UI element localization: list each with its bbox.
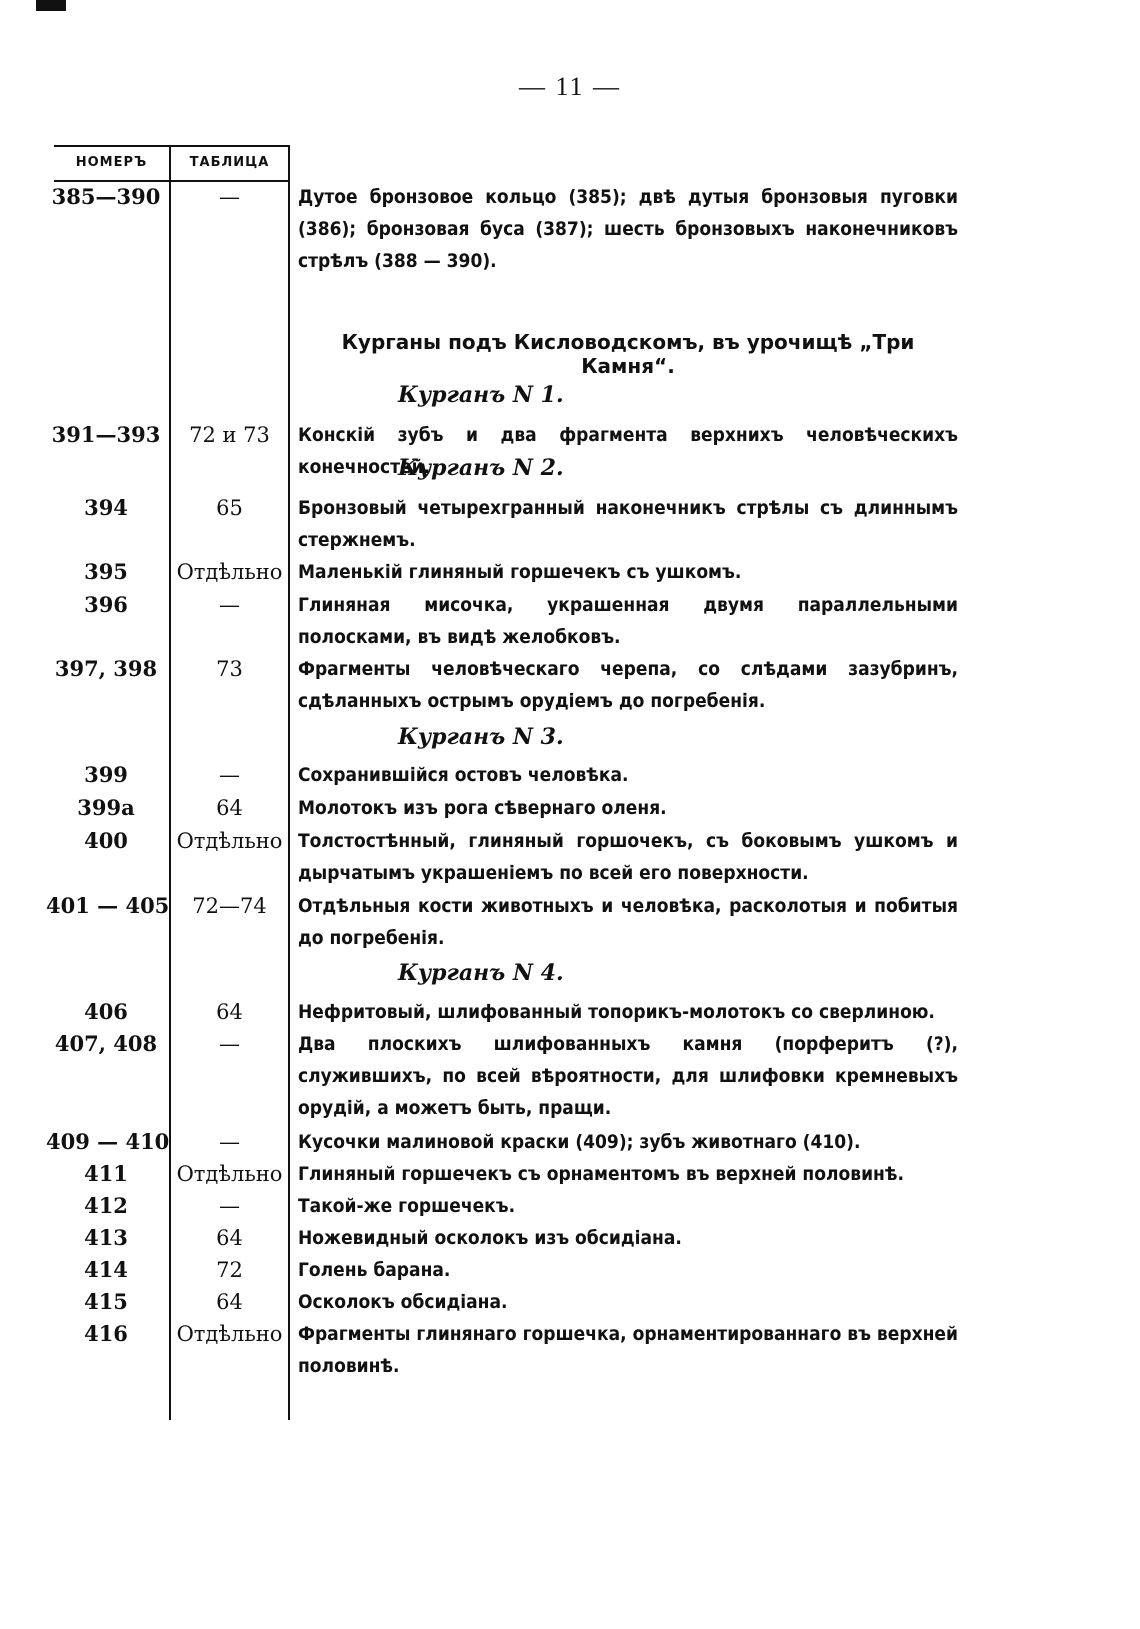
row-table: 64 bbox=[216, 1226, 243, 1250]
row-table: 64 bbox=[216, 1000, 243, 1024]
row-table: — bbox=[219, 763, 240, 787]
row-number: 401 — 405 bbox=[46, 893, 170, 918]
column-header-table: ТАБЛИЦА bbox=[189, 155, 270, 170]
row-table: 72 bbox=[216, 1258, 243, 1282]
row-table: — bbox=[219, 1194, 240, 1218]
row-description: Конскій зубъ и два фрагмента верхнихъ человѣческихъ конечностей. bbox=[298, 424, 958, 478]
kurgan-heading-text: Курганъ N 1. bbox=[398, 382, 564, 408]
row-description: Фрагменты человѣческаго черепа, со слѣдами зазубринъ, сдѣланныхъ острымъ орудіемъ до погребенія. bbox=[298, 658, 958, 712]
row-table: 72—74 bbox=[192, 894, 267, 918]
row-number: 399a bbox=[77, 795, 135, 820]
row-description: Такой-же горшечекъ. bbox=[298, 1195, 516, 1217]
row-table: 64 bbox=[216, 796, 243, 820]
row-number: 395 bbox=[84, 559, 128, 584]
row-table: — bbox=[219, 1130, 240, 1154]
row-description: Молотокъ изъ рога сѣвернаго оленя. bbox=[298, 797, 667, 819]
row-description: Отдѣльныя кости животныхъ и человѣка, расколотыя и побитыя до погребенія. bbox=[298, 895, 958, 949]
row-table: 65 bbox=[216, 496, 243, 520]
kurgan-heading bbox=[298, 382, 958, 408]
row-table: Отдѣльно bbox=[176, 1322, 283, 1346]
page-number: — 11 — bbox=[518, 72, 622, 101]
row-table: Отдѣльно bbox=[176, 560, 283, 584]
row-table: — bbox=[219, 1032, 240, 1056]
row-table: — bbox=[219, 185, 240, 209]
row-number: 415 bbox=[84, 1289, 128, 1314]
column-header-number: НОМЕРЪ bbox=[75, 155, 148, 170]
row-description: Бронзовый четырехгранный наконечникъ стрѣлы съ длиннымъ стержнемъ. bbox=[298, 497, 958, 551]
row-number: 414 bbox=[84, 1257, 128, 1282]
row-description: Дутое бронзовое кольцо (385); двѣ дутыя бронзовыя пуговки (386); бронзовая буса (387); шесть бронзовыхъ наконечниковъ стрѣлъ (388 — 390). bbox=[298, 186, 958, 272]
kurgan-heading bbox=[298, 455, 958, 481]
corner-print-mark bbox=[36, 0, 66, 11]
row-number: 396 bbox=[84, 592, 128, 617]
row-description: Фрагменты глинянаго горшечка, орнаментированнаго въ верхней половинѣ. bbox=[298, 1323, 958, 1377]
row-number: 413 bbox=[84, 1225, 128, 1250]
row-table: 64 bbox=[216, 1290, 243, 1314]
table-top-rule bbox=[54, 145, 290, 147]
row-number: 411 bbox=[84, 1161, 128, 1186]
row-description: Глиняный горшечекъ съ орнаментомъ въ верхней половинѣ. bbox=[298, 1163, 904, 1185]
row-number: 400 bbox=[84, 828, 128, 853]
row-description: Голень барана. bbox=[298, 1259, 451, 1281]
row-number: 407, 408 bbox=[54, 1031, 158, 1056]
section-title: Курганы подъ Кисловодскомъ, въ урочищѣ „Три Камня“. bbox=[341, 330, 915, 378]
row-table: — bbox=[219, 593, 240, 617]
row-number: 412 bbox=[84, 1193, 128, 1218]
row-table: Отдѣльно bbox=[176, 829, 283, 853]
row-number: 397, 398 bbox=[54, 656, 158, 681]
row-description: Нефритовый, шлифованный топорикъ-молотокъ со сверлиною. bbox=[298, 1001, 935, 1023]
row-number: 409 — 410 bbox=[46, 1129, 170, 1154]
row-description: Кусочки малиновой краски (409); зубъ животнаго (410). bbox=[298, 1131, 861, 1153]
row-number: 391—393 bbox=[51, 422, 161, 447]
row-description: Осколокъ обсидіана. bbox=[298, 1291, 508, 1313]
row-table: 72 и 73 bbox=[189, 423, 270, 447]
row-table: 73 bbox=[216, 657, 243, 681]
row-number: 385—390 bbox=[51, 184, 161, 209]
row-description: Глиняная мисочка, украшенная двумя параллельными полосками, въ видѣ желобковъ. bbox=[298, 594, 958, 648]
kurgan-heading-text: Курганъ N 3. bbox=[398, 724, 564, 750]
row-number: 406 bbox=[84, 999, 128, 1024]
row-number: 394 bbox=[84, 495, 128, 520]
kurgan-heading bbox=[298, 960, 958, 986]
kurgan-heading bbox=[298, 724, 958, 750]
row-number: 399 bbox=[84, 762, 128, 787]
row-number: 416 bbox=[84, 1321, 128, 1346]
row-description: Ножевидный осколокъ изъ обсидіана. bbox=[298, 1227, 682, 1249]
row-description: Два плоскихъ шлифованныхъ камня (порферитъ (?), служившихъ, по всей вѣроятности, для шлифовки кремневыхъ орудій, а можетъ быть, пращи. bbox=[298, 1033, 958, 1119]
row-description: Маленькій глиняный горшечекъ съ ушкомъ. bbox=[298, 561, 742, 583]
kurgan-heading-text: Курганъ N 4. bbox=[398, 960, 564, 986]
row-table: Отдѣльно bbox=[176, 1162, 283, 1186]
row-description: Сохранившійся остовъ человѣка. bbox=[298, 764, 629, 786]
row-description: Толстостѣнный, глиняный горшочекъ, съ боковымъ ушкомъ и дырчатымъ украшеніемъ по всей его поверхности. bbox=[298, 830, 958, 884]
column-divider-2 bbox=[288, 145, 290, 1420]
kurgan-heading-text: Курганъ N 2. bbox=[398, 455, 564, 481]
